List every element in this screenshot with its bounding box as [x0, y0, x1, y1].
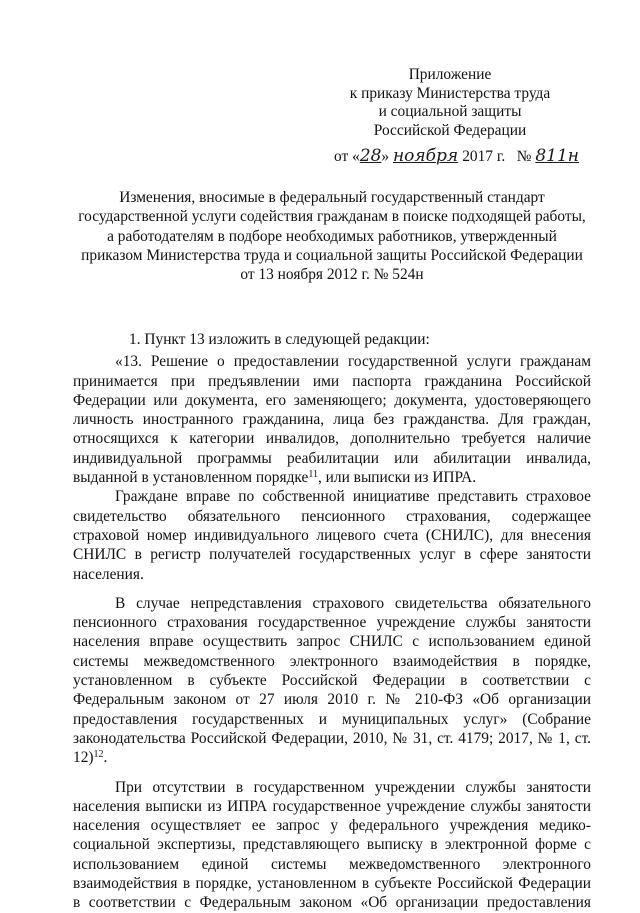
title-line: а работодателям в подборе необходимых работников, утвержденный [107, 227, 557, 245]
paragraph-no-certificate [73, 594, 591, 768]
handwritten-day: 28 [359, 146, 382, 166]
item-heading: 1. Пункт 13 изложить в следующей редакции: [129, 331, 430, 348]
appendix-line: и социальной защиты [378, 103, 522, 121]
handwritten-month: ноября [392, 146, 459, 166]
order-year: 2017 г. [462, 148, 506, 165]
appendix-header [330, 66, 570, 140]
quote-open: « [352, 148, 360, 165]
document-body [73, 330, 591, 913]
title-line: Изменения, вносимые в федеральный государственный стандарт [119, 189, 545, 206]
number-sign: № [516, 148, 532, 165]
appendix-line: Приложение [408, 66, 492, 83]
appendix-line: к приказу Министерства труда [349, 84, 551, 102]
paragraph-snils: Граждане вправе по собственной инициативе представить страховое свидетельство обязательного пенсионного страхования, содержащее страховой номер индивидуального лицевого счета (СНИЛС), для внесения СНИЛС в регистр получателей государственных услуг в сфере занятости населения. [73, 488, 591, 583]
paragraph-text-end: . [103, 749, 108, 767]
order-prefix: от [334, 148, 353, 165]
title-line: государственной услуги содействия гражданам в поиске подходящей работы, [78, 208, 586, 226]
document-title [66, 188, 598, 284]
paragraph-ipra: При отсутствии в государственном учреждении службы занятости населения выписки из ИПРА государственное учреждение службы занятости населения осуществляет ее запрос у федерального учреждения медико-социальной экспертизы, представляющего выписку в электронной форме с использованием единой системы межведомственного электронного взаимодействия в порядке, установленном в субъекте Российской Федерации в соответствии с Федеральным законом «Об организации предоставления [73, 778, 591, 912]
paragraph-text-end: , или выписки из ИПРА. [317, 469, 477, 487]
footnote-ref: 11 [308, 469, 318, 481]
paragraph-text: «13. Решение о предоставлении государственной услуги гражданам принимается при предъявлении ими паспорта гражданина Российской Федерации или документа, его заменяющего; документа, удостоверяющего личность иностранного гражданина, лица без гражданства. Для граждан, относящихся к категории инвалидов, дополнительно требуется наличие индивидуальной программы реабилитации или абилитации инвалида, выданной в установленном порядке [73, 353, 591, 487]
title-line: от 13 ноября 2012 г. № 524н [240, 266, 424, 284]
footnote-ref: 12 [93, 749, 104, 761]
title-line: приказом Министерства труда и социальной защиты Российской Федерации [81, 246, 583, 264]
handwritten-order-number: 811н [535, 146, 579, 166]
quote-close: » [381, 148, 390, 165]
paragraph-text: В случае непредставления страхового свидетельства обязательного пенсионного страхования государственное учреждение службы занятости населения вправе осуществить запрос СНИЛС с использованием единой системы межведомственного электронного взаимодействия в порядке, установленном в субъекте Российской Федерации в соответствии с Федеральным законом от 27 июля 2010 г. № 210-ФЗ «Об организации предоставления государственных и муниципальных услуг» (Собрание законодательства Российской Федерации, 2010, № 31, ст. 4179; 2017, № 1, ст. 12) [73, 594, 591, 767]
appendix-line: Российской Федерации [373, 121, 527, 139]
order-date-number [334, 146, 594, 166]
paragraph-13 [73, 352, 591, 487]
